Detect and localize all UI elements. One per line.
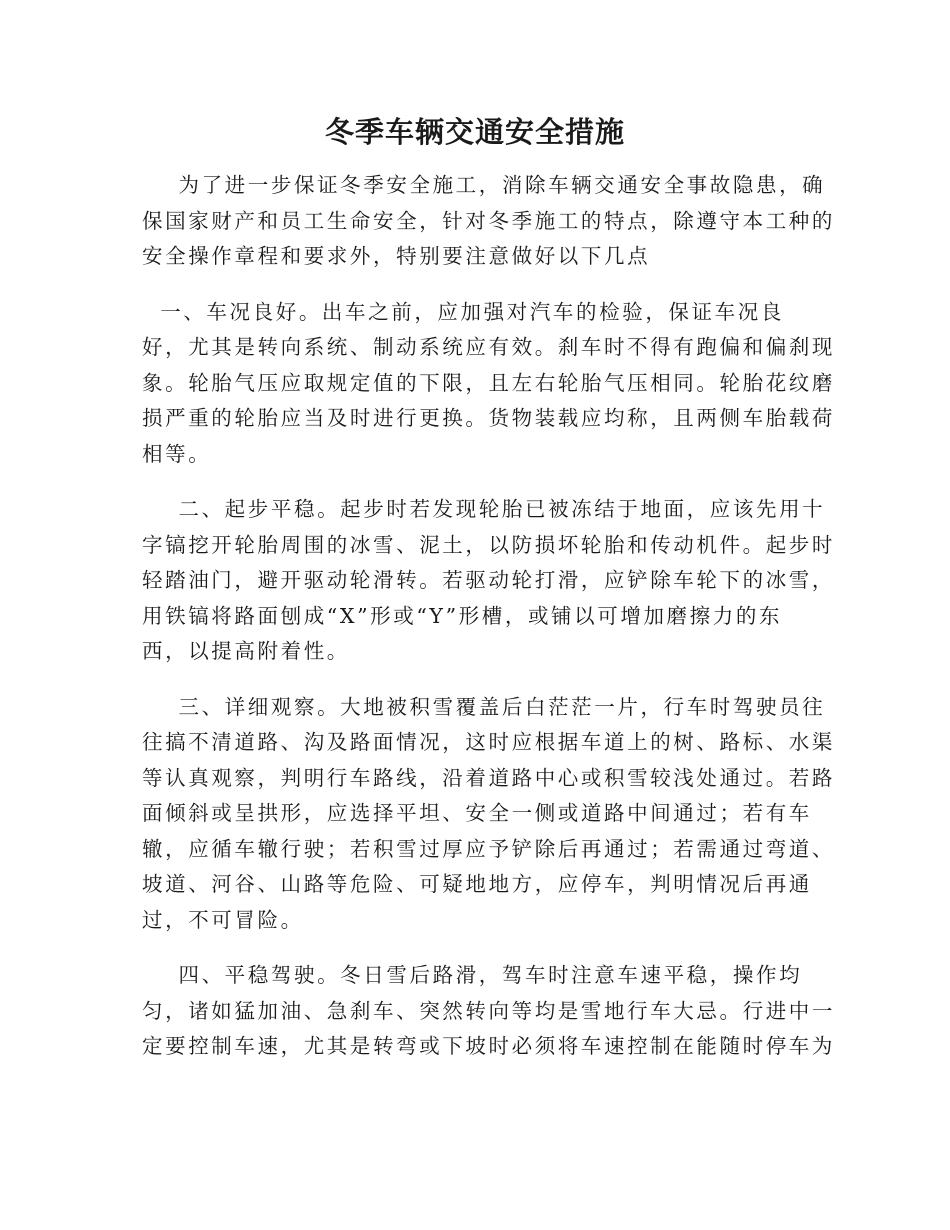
text-line: 损严重的轮胎应当及时进行更换。货物装载应均称，且两侧车胎载荷 <box>142 406 835 430</box>
document-title: 冬季车辆交通安全措施 <box>324 115 625 149</box>
text-line: 过，不可冒险。 <box>142 907 304 932</box>
text-line: 相等。 <box>142 441 212 466</box>
text-line: 字镐挖开轮胎周围的冰雪、泥土，以防损坏轮胎和传动机件。起步时 <box>142 532 835 557</box>
document-body <box>142 168 835 1065</box>
text-line: 等认真观察，判明行车路线，沿着道路中心或积雪较浅处通过。若路 <box>142 765 835 790</box>
text-line: 面倾斜或呈拱形，应选择平坦、安全一侧或道路中间通过；若有车 <box>142 801 812 825</box>
text-line: 一、车况良好。出车之前，应加强对汽车的检验，保证车况良 <box>142 299 784 324</box>
text-line: 辙，应循车辙行驶；若积雪过厚应予铲除后再通过；若需通过弯道、 <box>142 836 835 861</box>
text-line: 二、起步平稳。起步时若发现轮胎已被冻结于地面，应该先用十 <box>142 497 826 521</box>
text-line: 保国家财产和员工生命安全，针对冬季施工的特点，除遵守本工种的 <box>142 208 835 233</box>
text-line: 坡道、河谷、山路等危险、可疑地地方，应停车，判明情况后再通 <box>142 872 812 896</box>
text-line: 匀，诸如猛加油、急刹车、突然转向等均是雪地行车大忌。行进中一 <box>142 998 835 1023</box>
text-line: 好，尤其是转向系统、制动系统应有效。刹车时不得有跑偏和偏刹现 <box>142 335 835 359</box>
text-line: 定要控制车速，尤其是转弯或下坡时必须将车速控制在能随时停车为 <box>142 1034 835 1058</box>
text-line: 轻踏油门，避开驱动轮滑转。若驱动轮打滑，应铲除车轮下的冰雪， <box>142 568 835 592</box>
paragraph-intro <box>142 168 835 275</box>
paragraph-section-1 <box>142 295 835 473</box>
text-line: 为了进一步保证冬季安全施工，消除车辆交通安全事故隐患，确 <box>142 173 826 197</box>
paragraph-section-3 <box>142 690 835 939</box>
paragraph-section-2 <box>142 492 835 670</box>
text-line: 象。轮胎气压应取规定值的下限，且左右轮胎气压相同。轮胎花纹磨 <box>142 370 835 395</box>
text-line: 用铁镐将路面刨成“X”形或“Y”形槽，或铺以可增加磨擦力的东 <box>142 603 783 628</box>
text-line: 三、详细观察。大地被积雪覆盖后白茫茫一片，行车时驾驶员往 <box>142 694 826 719</box>
text-line: 安全操作章程和要求外，特别要注意做好以下几点 <box>142 244 651 268</box>
text-line: 西，以提高附着性。 <box>142 639 350 663</box>
paragraph-section-4 <box>142 958 835 1065</box>
text-line: 四、平稳驾驶。冬日雪后路滑，驾车时注意车速平稳，操作均 <box>142 963 803 987</box>
text-line: 往搞不清道路、沟及路面情况，这时应根据车道上的树、路标、水渠 <box>142 730 835 754</box>
